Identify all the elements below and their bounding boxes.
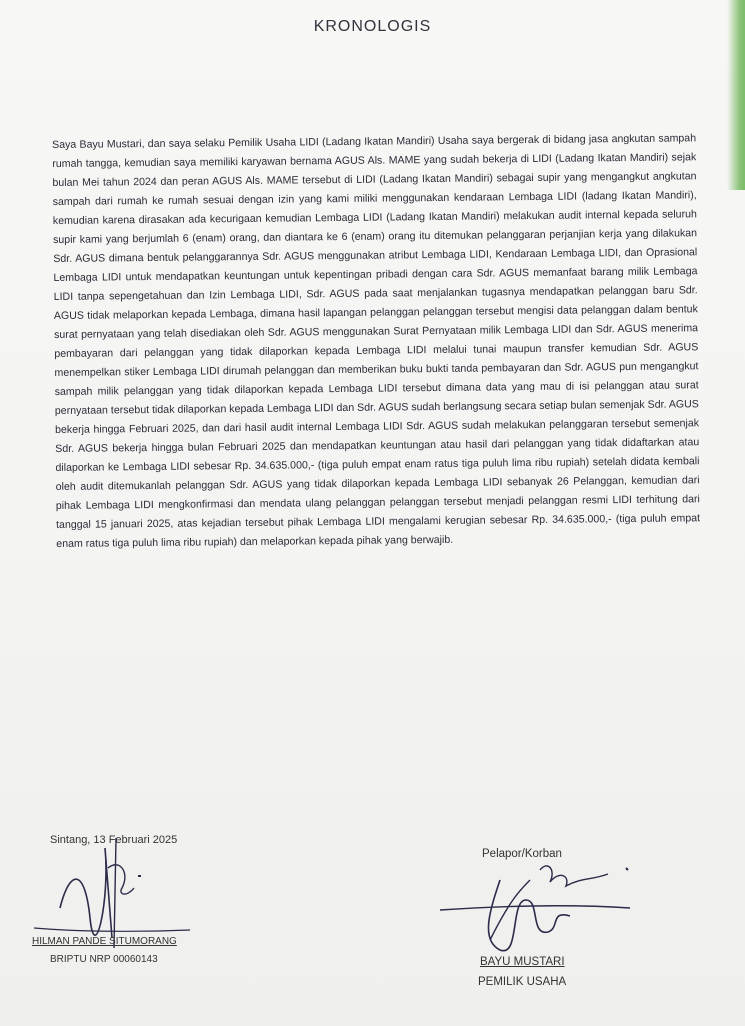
signature-block-reporter	[430, 840, 690, 1000]
place-date: Sintang, 13 Februari 2025	[50, 834, 178, 846]
reporter-role: Pelapor/Korban	[482, 848, 562, 860]
signature-block-officer	[30, 828, 290, 988]
document-title: KRONOLOGIS	[313, 18, 432, 35]
reporter-position: PEMILIK USAHA	[478, 976, 567, 988]
officer-name: HILMAN PANDE SITUMORANG	[32, 936, 177, 947]
reporter-name: BAYU MUSTARI	[480, 956, 565, 968]
officer-rank: BRIPTU NRP 00060143	[50, 954, 158, 965]
chronology-body: Saya Bayu Mustari, dan saya selaku Pemilik Usaha LIDI (Ladang Ikatan Mandiri) Usaha saya bergerak di bidang jasa angkutan sampah rumah tangga, kemudian saya memiliki karyawan bernama AGUS Als. MAME yang sudah bekerja di LIDI (Ladang Ikatan Mandiri) sejak bulan Mei tahun 2024 dan peran AGUS Als. MAME tersebut di LIDI (Ladang Ikatan Mandiri) sebagai supir yang mengangkut angkutan sampah dari rumah ke rumah sesuai dengan izin yang kami miliki menggunakan kendaraan Lembaga LIDI (ladang Ikatan Mandiri), kemudian karena dirasakan ada kecurigaan kemudian Lembaga LIDI (Ladang Ikatan Mandiri) melakukan audit internal kepada seluruh supir kami yang berjumlah 6 (enam) orang, dan diantara ke 6 (enam) orang itu ditemukan pelanggaran perjanjian kerja yang dilakukan Sdr. AGUS dimana bentuk pelanggarannya Sdr. AGUS menggunakan atribut Lembaga LIDI, Kendaraan Lembaga LIDI, dan Oprasional Lembaga LIDI untuk mendapatkan keuntungan untuk kepentingan pribadi dengan cara Sdr. AGUS memanfaat barang milik Lembaga LIDI tanpa sepengetahuan dan Izin Lembaga LIDI, Sdr. AGUS pada saat menjalankan tugasnya mendapatkan pelanggan baru Sdr. AGUS tidak melaporkan kepada Lembaga, dimana hasil lapangan pelanggan pelanggan tersebut mengisi data pelanggan dalam bentuk surat pernyataan yang telah disediakan oleh Sdr. AGUS menggunakan Surat Pernyataan milik Lembaga LIDI dan Sdr. AGUS menerima pembayaran dari pelanggan yang tidak dilaporkan kepada Lembaga LIDI melalui tunai maupun transfer kemudian Sdr. AGUS menempelkan stiker Lembaga LIDI dirumah pelanggan dan memberikan buku bukti tanda pembayaran dan Sdr. AGUS pun mengangkut sampah milik pelanggan yang tidak dilaporkan kepada Lembaga LIDI tersebut dimana data yang mau di isi pelanggan atau surat pernyataan tersebut tidak dilaporkan kepada Lembaga LIDI dan Sdr. AGUS sudah berlangsung secara setiap bulan semenjak Sdr. AGUS bekerja hingga Februari 2025, dan dari hasil audit internal Lembaga LIDI Sdr. AGUS sudah melakukan pelanggaran tersebut semenjak Sdr. AGUS bekerja hingga bulan Februari 2025 dan mendapatkan keuntungan atau hasil dari pelanggan yang tidak didaftarkan atau dilaporkan ke Lembaga LIDI sebesar Rp. 34.635.000,- (tiga puluh empat enam ratus tiga puluh lima ribu rupiah) setelah didata kembali oleh audit ditemukanlah pelanggan Sdr. AGUS yang tidak dilaporkan kepada Lembaga LIDI sebanyak 26 Pelanggan, kemudian dari pihak Lembaga LIDI mengkonfirmasi dan mendata ulang pelanggan pelanggan tersebut menjadi pelanggan resmi LIDI terhitung dari tanggal 15 januari 2025, atas kejadian tersebut pihak Lembaga LIDI mengalami kerugian sebesar Rp. 34.635.000,- (tiga puluh empat enam ratus tiga puluh lima ribu rupiah) dan melaporkan kepada pihak yang berwajib.	[52, 132, 701, 550]
